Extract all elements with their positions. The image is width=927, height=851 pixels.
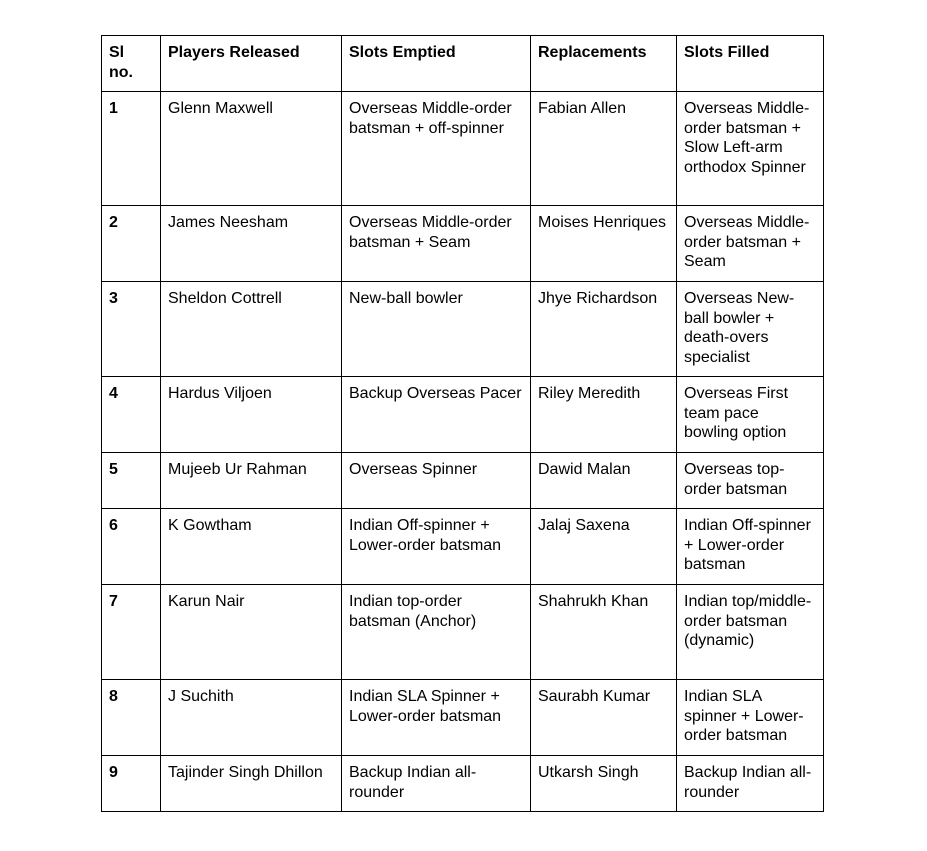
cell-slot-emptied: Indian Off-spinner + Lower-order batsman	[342, 509, 531, 585]
cell-slot-emptied: Overseas Middle-order batsman + off-spinner	[342, 92, 531, 206]
table-row	[102, 206, 824, 282]
cell-slot-emptied: Backup Overseas Pacer	[342, 377, 531, 453]
cell-player-released: J Suchith	[161, 680, 342, 756]
cell-replacement: Saurabh Kumar	[531, 680, 677, 756]
cell-slot-filled: Overseas New-ball bowler + death-overs specialist	[677, 282, 824, 377]
cell-replacement: Utkarsh Singh	[531, 756, 677, 812]
cell-player-released: Karun Nair	[161, 585, 342, 680]
cell-sl-no: 8	[102, 680, 161, 756]
header-players-released: Players Released	[161, 36, 342, 92]
cell-sl-no: 1	[102, 92, 161, 206]
cell-player-released: Sheldon Cottrell	[161, 282, 342, 377]
header-slots-emptied: Slots Emptied	[342, 36, 531, 92]
cell-sl-no: 5	[102, 453, 161, 509]
header-sl-no	[102, 36, 161, 92]
cell-player-released: James Neesham	[161, 206, 342, 282]
cell-player-released: Mujeeb Ur Rahman	[161, 453, 342, 509]
cell-slot-filled: Backup Indian all-rounder	[677, 756, 824, 812]
cell-player-released: Tajinder Singh Dhillon	[161, 756, 342, 812]
cell-replacement: Riley Meredith	[531, 377, 677, 453]
cell-slot-emptied: Overseas Spinner	[342, 453, 531, 509]
cell-slot-emptied: Overseas Middle-order batsman + Seam	[342, 206, 531, 282]
table-row	[102, 585, 824, 680]
cell-replacement: Dawid Malan	[531, 453, 677, 509]
cell-replacement: Jhye Richardson	[531, 282, 677, 377]
table-row	[102, 282, 824, 377]
cell-sl-no: 2	[102, 206, 161, 282]
cell-replacement: Jalaj Saxena	[531, 509, 677, 585]
cell-replacement: Fabian Allen	[531, 92, 677, 206]
cell-player-released: K Gowtham	[161, 509, 342, 585]
players-table	[101, 35, 824, 812]
cell-slot-emptied: New-ball bowler	[342, 282, 531, 377]
table-body	[102, 92, 824, 812]
cell-slot-filled: Indian Off-spinner + Lower-order batsman	[677, 509, 824, 585]
table-header	[102, 36, 824, 92]
cell-slot-emptied: Indian SLA Spinner + Lower-order batsman	[342, 680, 531, 756]
cell-slot-filled: Overseas top-order batsman	[677, 453, 824, 509]
table-row	[102, 756, 824, 812]
header-row	[102, 36, 824, 92]
table-row	[102, 453, 824, 509]
cell-slot-filled: Indian top/middle-order batsman (dynamic)	[677, 585, 824, 680]
table-row	[102, 509, 824, 585]
table-row	[102, 680, 824, 756]
cell-slot-filled: Overseas Middle-order batsman + Seam	[677, 206, 824, 282]
cell-slot-emptied: Backup Indian all-rounder	[342, 756, 531, 812]
cell-sl-no: 7	[102, 585, 161, 680]
cell-replacement: Shahrukh Khan	[531, 585, 677, 680]
cell-player-released: Hardus Viljoen	[161, 377, 342, 453]
cell-sl-no: 4	[102, 377, 161, 453]
cell-sl-no: 6	[102, 509, 161, 585]
header-replacements: Replacements	[531, 36, 677, 92]
cell-slot-filled: Indian SLA spinner + Lower-order batsman	[677, 680, 824, 756]
cell-sl-no: 9	[102, 756, 161, 812]
cell-sl-no: 3	[102, 282, 161, 377]
header-slots-filled: Slots Filled	[677, 36, 824, 92]
table-row	[102, 377, 824, 453]
cell-slot-filled: Overseas Middle-order batsman + Slow Left-arm orthodox Spinner	[677, 92, 824, 206]
cell-slot-filled: Overseas First team pace bowling option	[677, 377, 824, 453]
cell-replacement: Moises Henriques	[531, 206, 677, 282]
cell-slot-emptied: Indian top-order batsman (Anchor)	[342, 585, 531, 680]
header-sl-no-label: Sl no.	[109, 44, 133, 81]
cell-player-released: Glenn Maxwell	[161, 92, 342, 206]
table-row	[102, 92, 824, 206]
